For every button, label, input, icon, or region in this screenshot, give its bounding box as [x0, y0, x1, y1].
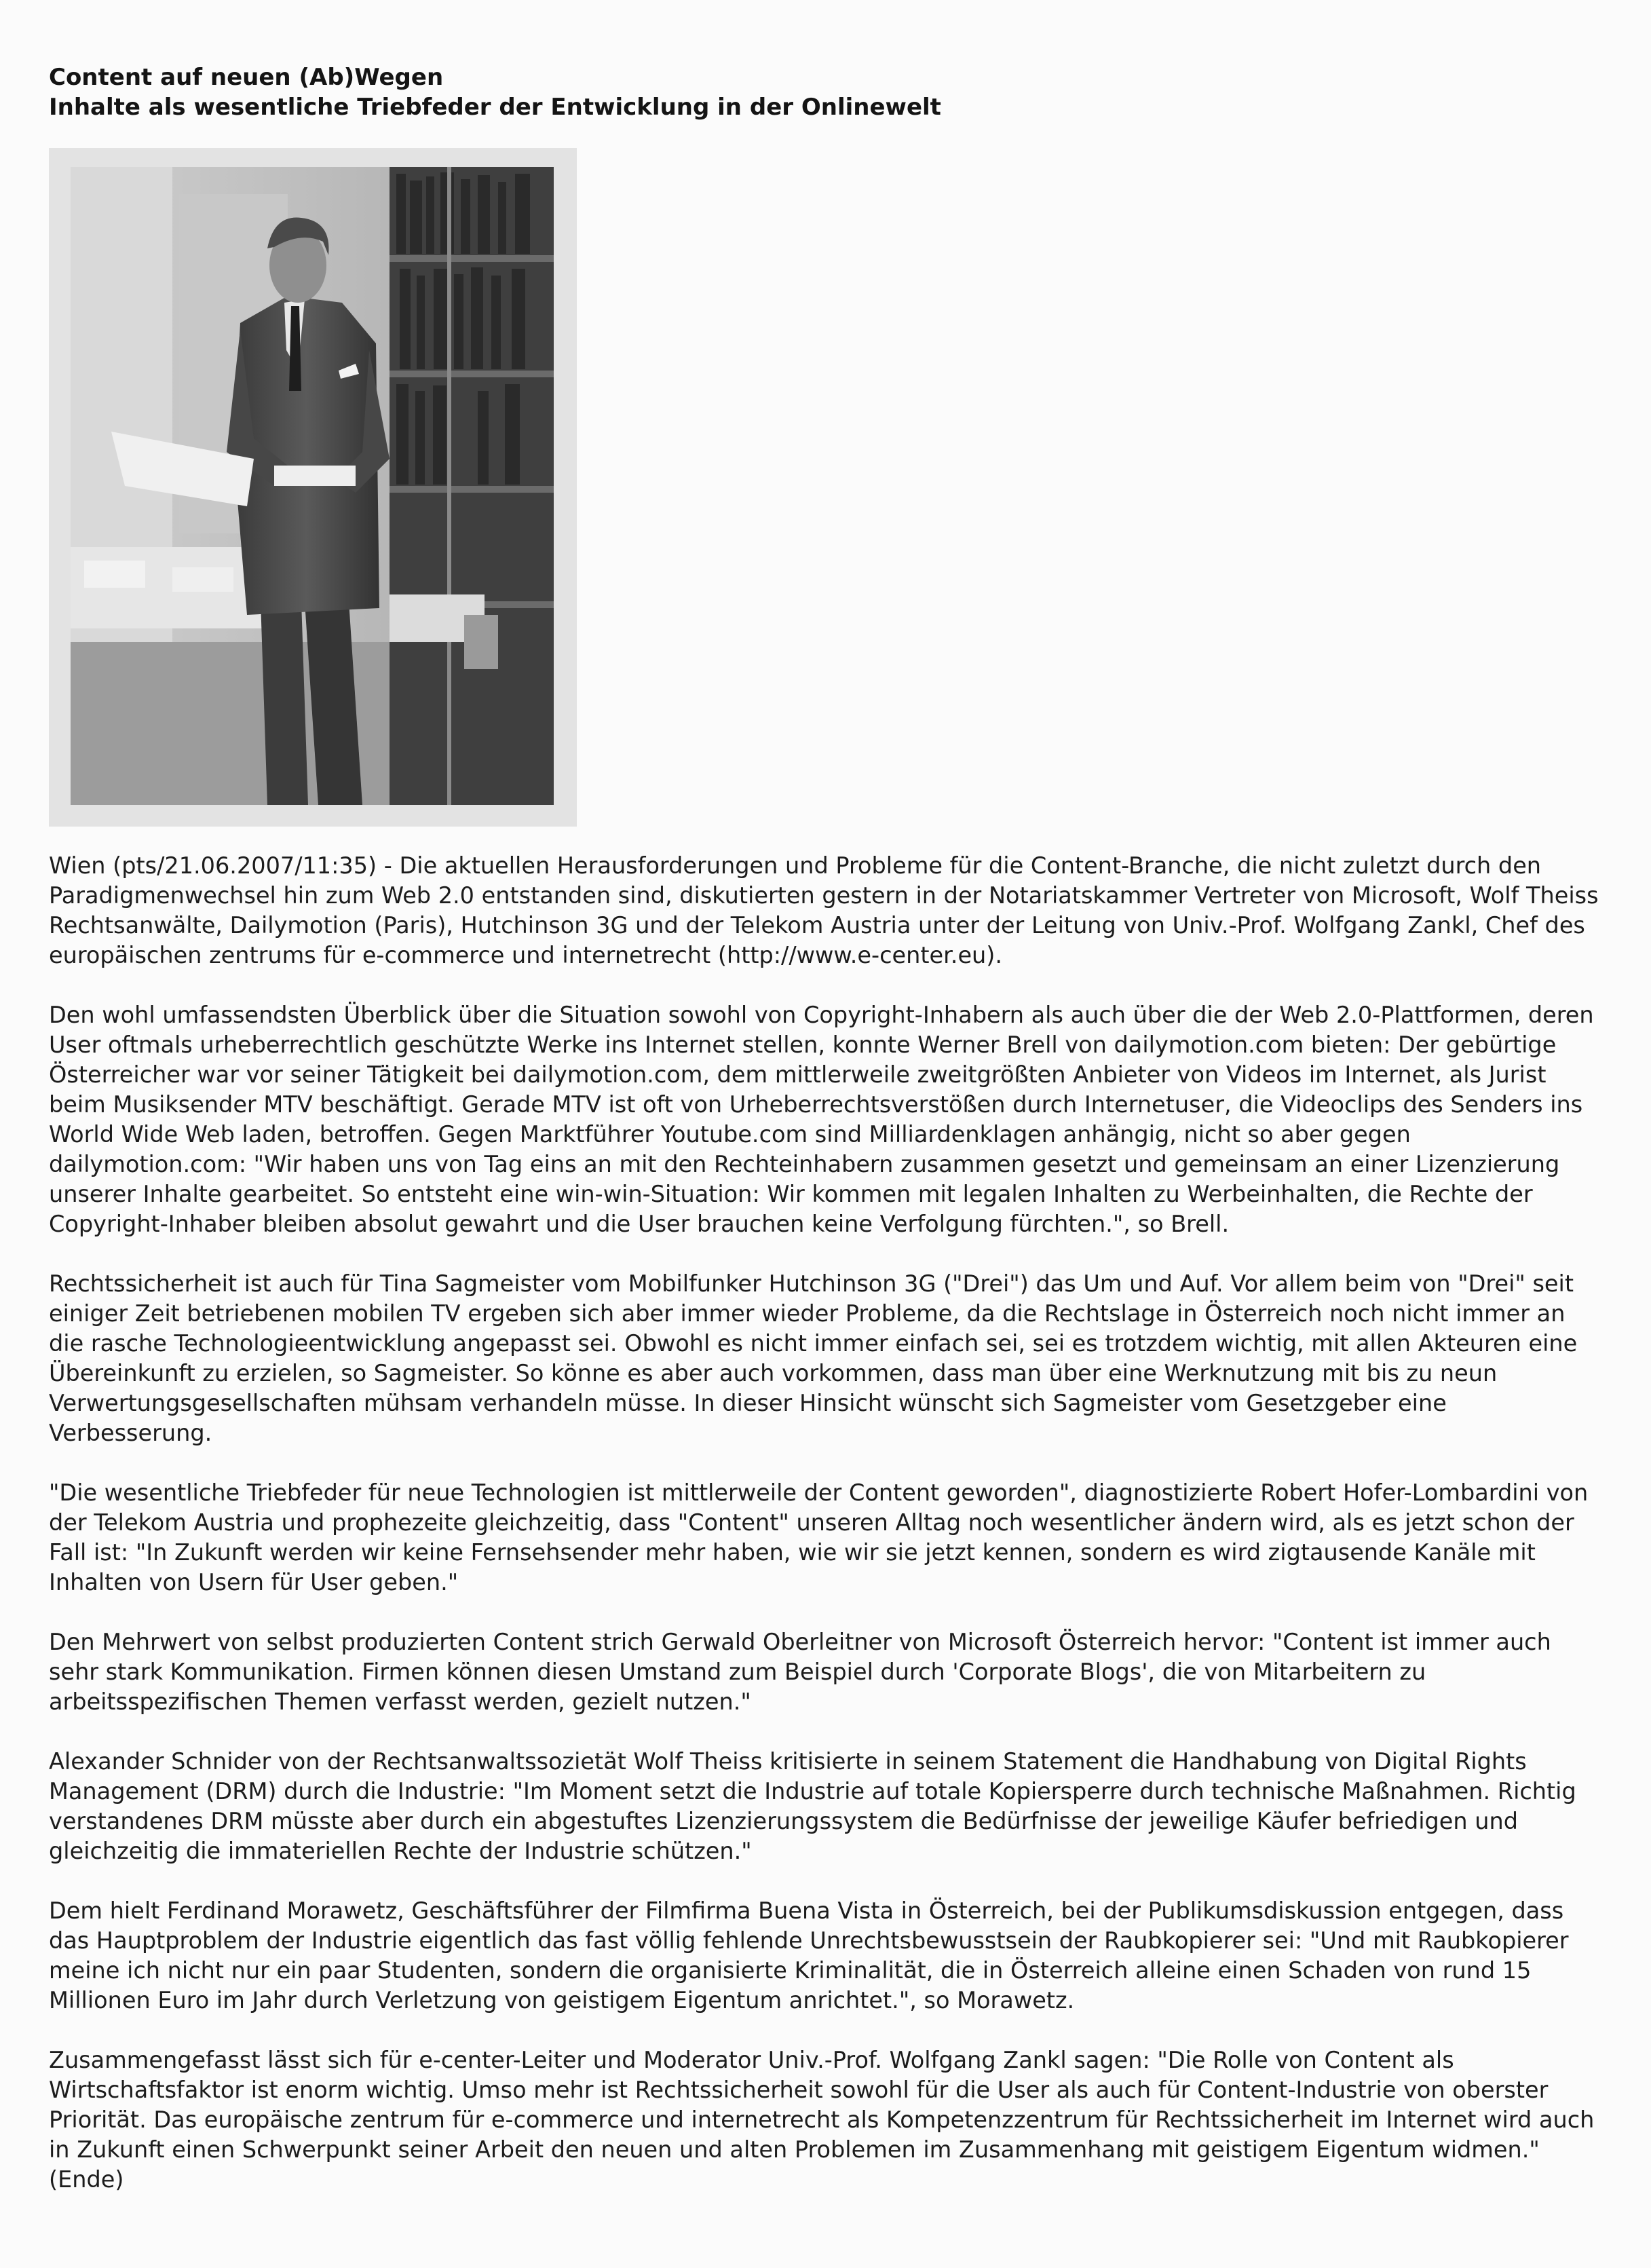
paragraph: "Die wesentliche Triebfeder für neue Technologien ist mittlerweile der Content geworden", diagnostizierte Robert Hofer-Lombardini von der Telekom Austria und prophezeite gleichzeitig, dass "Content" unseren Alltag noch wesentlicher ändern wird, als es jetzt schon der Fall ist: "In Zukunft werden wir keine Fernsehsender mehr haben, wie wir sie jetzt kennen, sondern es wird zigtausende Kanäle mit Inhalten von Usern für User geben." — [49, 1479, 1589, 1595]
article-title — [49, 62, 1603, 122]
article-body — [49, 851, 1603, 2195]
paragraph: Alexander Schnider von der Rechtsanwaltssozietät Wolf Theiss kritisierte in seinem Statement die Handhabung von Digital Rights Management (DRM) durch die Industrie: "Im Moment setzt die Industrie auf totale Kopiersperre durch technische Maßnahmen. Richtig verstandenes DRM müsste aber durch ein abgestuftes Lizenzierungssystem die Bedürfnisse der jeweilige Käufer befriedigen und gleichzeitig die immateriellen Rechte der Industrie schützen." — [49, 1748, 1576, 1864]
paragraph: Zusammengefasst lässt sich für e-center-Leiter und Moderator Univ.-Prof. Wolfgang Zankl sagen: "Die Rolle von Content als Wirtschaftsfaktor ist enorm wichtig. Umso mehr ist Rechtssicherheit sowohl für die User als auch für Content-Industrie von oberster Priorität. Das europäische zentrum für e-commerce und internetrecht als Kompetenzzentrum für Rechtssicherheit im Internet wird auch in Zukunft einen Schwerpunkt seiner Arbeit den neuen und alten Problemen im Zusammenhang mit geistigem Eigentum widmen." (Ende) — [49, 2047, 1595, 2193]
paragraph: Den wohl umfassendsten Überblick über die Situation sowohl von Copyright-Inhabern als auch über die der Web 2.0-Plattformen, deren User oftmals urheberrechtlich geschützte Werke ins Internet stellen, konnte Werner Brell von dailymotion.com bieten: Der gebürtige Österreicher war vor seiner Tätigkeit bei dailymotion.com, dem mittlerweile zweitgrößten Anbieter von Videos im Internet, als Jurist beim Musiksender MTV beschäftigt. Gerade MTV ist oft von Urheberrechtsverstößen durch Internetuser, die Videoclips des Senders ins World Wide Web laden, betroffen. Gegen Marktführer Youtube.com sind Milliardenklagen anhängig, nicht so aber gegen dailymotion.com: "Wir haben uns von Tag eins an mit den Rechteinhabern zusammen gesetzt und gemeinsam an einer Lizenzierung unserer Inhalte gearbeitet. So entsteht eine win-win-Situation: Wir kommen mit legalen Inhalten zu Werbeinhalten, die Rechte der Copyright-Inhaber bleiben absolut gewahrt und die User brauchen keine Verfolgung fürchten.", so Brell. — [49, 1002, 1594, 1237]
paragraph: Wien (pts/21.06.2007/11:35) - Die aktuellen Herausforderungen und Probleme für die Content-Branche, die nicht zuletzt durch den Paradigmenwechsel hin zum Web 2.0 entstanden sind, diskutierten gestern in der Notariatskammer Vertreter von Microsoft, Wolf Theiss Rechtsanwälte, Dailymotion (Paris), Hutchinson 3G und der Telekom Austria unter der Leitung von Univ.-Prof. Wolfgang Zankl, Chef des europäischen zentrums für e-commerce und internetrecht (http://www.e-center.eu). — [49, 852, 1599, 968]
speaker-photo — [71, 167, 554, 805]
paragraph: Dem hielt Ferdinand Morawetz, Geschäftsführer der Filmfirma Buena Vista in Österreich, bei der Publikumsdiskussion entgegen, dass das Hauptproblem der Industrie eigentlich das fast völlig fehlende Unrechtsbewusstsein der Raubkopierer sei: "Und mit Raubkopierer meine ich nicht nur ein paar Studenten, sondern die organisierte Kriminalität, die in Österreich alleine einen Schaden von rund 15 Millionen Euro im Jahr durch Verletzung von geistigem Eigentum anrichtet.", so Morawetz. — [49, 1897, 1569, 2014]
article — [49, 62, 1603, 2225]
photo-frame — [49, 148, 577, 827]
paragraph: Den Mehrwert von selbst produzierten Content strich Gerwald Oberleitner von Microsoft Österreich hervor: "Content ist immer auch sehr stark Kommunikation. Firmen können diesen Umstand zum Beispiel durch 'Corporate Blogs', die von Mitarbeitern zu arbeitsspezifischen Themen verfasst werden, gezielt nutzen." — [49, 1629, 1551, 1715]
paragraph: Rechtssicherheit ist auch für Tina Sagmeister vom Mobilfunker Hutchinson 3G ("Drei") das Um und Auf. Vor allem beim von "Drei" seit einiger Zeit betriebenen mobilen TV ergeben sich aber immer wieder Probleme, da die Rechtslage in Österreich noch nicht immer an die rasche Technologieentwicklung angepasst sei. Obwohl es nicht immer einfach sei, sei es trotzdem wichtig, mit allen Akteuren eine Übereinkunft zu erzielen, so Sagmeister. So könne es aber auch vorkommen, dass man über eine Werknutzung mit bis zu neun Verwertungsgesellschaften mühsam verhandeln müsse. In dieser Hinsicht wünscht sich Sagmeister vom Gesetzgeber eine Verbesserung. — [49, 1270, 1578, 1446]
title-line-1: Content auf neuen (Ab)Wegen — [49, 64, 444, 91]
title-line-2: Inhalte als wesentliche Triebfeder der Entwicklung in der Onlinewelt — [49, 94, 941, 121]
